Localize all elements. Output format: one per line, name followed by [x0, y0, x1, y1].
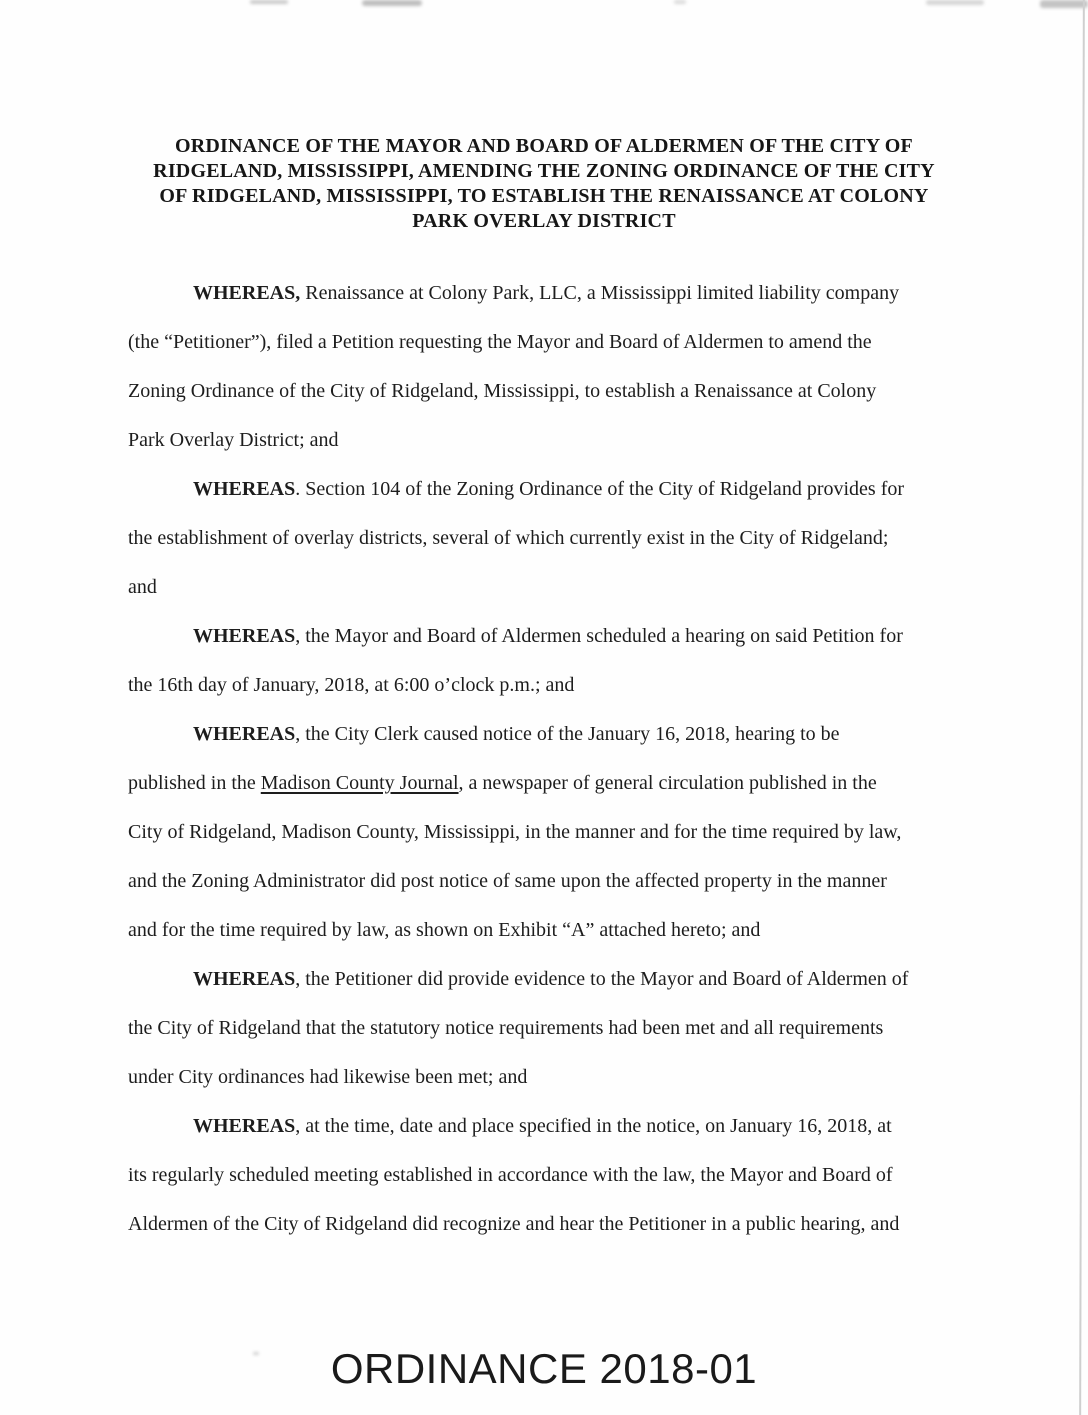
text-segment: , at the time, date and place specified in the notice, on January 16, 2018, at — [295, 1115, 892, 1137]
text-segment: the City of Ridgeland that the statutory notice requirements had been met and all requirements — [128, 1017, 884, 1039]
body-line — [128, 906, 1008, 955]
title-line: OF RIDGELAND, MISSISSIPPI, TO ESTABLISH THE RENAISSANCE AT COLONY — [159, 185, 929, 207]
text-segment: and for the time required by law, as shown on Exhibit “A” attached hereto; and — [128, 919, 761, 941]
body-line — [128, 661, 1008, 710]
body-line — [128, 1102, 1008, 1151]
text-segment: its regularly scheduled meeting established in accordance with the law, the Mayor and Board of — [128, 1164, 893, 1186]
ordinance-number: ORDINANCE 2018-01 — [330, 1345, 758, 1392]
body-line — [128, 318, 1008, 367]
scan-artifact — [674, 0, 686, 4]
text-segment: under City ordinances had likewise been met; and — [128, 1066, 528, 1088]
text-segment: published in the — [128, 772, 261, 794]
text-segment: , the Mayor and Board of Aldermen scheduled a hearing on said Petition for — [295, 625, 903, 647]
body-line — [128, 759, 1008, 808]
text-segment: , the City Clerk caused notice of the January 16, 2018, hearing to be — [295, 723, 840, 745]
bold-lead-in: WHEREAS — [193, 723, 296, 745]
title-line: PARK OVERLAY DISTRICT — [412, 210, 676, 232]
text-segment: the establishment of overlay districts, several of which currently exist in the City of Ridgeland; — [128, 527, 889, 549]
text-segment: , a newspaper of general circulation published in the — [458, 772, 877, 794]
bold-lead-in: WHEREAS — [193, 625, 296, 647]
body-line — [128, 563, 1008, 612]
document-body — [128, 269, 1008, 1249]
text-segment: the 16th day of January, 2018, at 6:00 o’clock p.m.; and — [128, 674, 575, 696]
text-segment: and the Zoning Administrator did post notice of same upon the affected property in the manner — [128, 870, 887, 892]
bold-lead-in: WHEREAS — [193, 478, 296, 500]
body-line — [128, 612, 1008, 661]
scan-artifact — [1040, 0, 1088, 8]
text-segment: Park Overlay District; and — [128, 429, 339, 451]
body-line — [128, 269, 1008, 318]
scan-artifact — [362, 0, 422, 6]
text-segment: Aldermen of the City of Ridgeland did recognize and hear the Petitioner in a public hearing, and — [128, 1213, 900, 1235]
scan-artifact — [926, 0, 984, 5]
text-segment: (the “Petitioner”), filed a Petition requesting the Mayor and Board of Aldermen to amend the — [128, 331, 872, 353]
bold-lead-in: WHEREAS — [193, 968, 296, 990]
bold-lead-in: WHEREAS, — [193, 282, 301, 304]
body-line — [128, 1151, 1008, 1200]
underlined-text: Madison County Journal — [260, 772, 459, 794]
scan-artifact — [250, 0, 288, 4]
body-line — [128, 857, 1008, 906]
body-line — [128, 1004, 1008, 1053]
body-line — [128, 514, 1008, 563]
text-segment: , the Petitioner did provide evidence to the Mayor and Board of Aldermen of — [295, 968, 909, 990]
body-line — [128, 1053, 1008, 1102]
text-segment: City of Ridgeland, Madison County, Mississippi, in the manner and for the time required by law, — [128, 821, 902, 843]
text-segment: and — [128, 576, 157, 598]
document-title — [0, 134, 1088, 234]
bold-lead-in: WHEREAS — [193, 1115, 296, 1137]
body-line — [128, 808, 1008, 857]
body-line — [128, 955, 1008, 1004]
title-line: RIDGELAND, MISSISSIPPI, AMENDING THE ZONING ORDINANCE OF THE CITY — [153, 160, 935, 182]
title-line: ORDINANCE OF THE MAYOR AND BOARD OF ALDERMEN OF THE CITY OF — [175, 135, 913, 157]
body-line — [128, 416, 1008, 465]
text-segment: . Section 104 of the Zoning Ordinance of the City of Ridgeland provides for — [295, 478, 905, 500]
body-line — [128, 465, 1008, 514]
body-line — [128, 367, 1008, 416]
body-line — [128, 1200, 1008, 1249]
body-line — [128, 710, 1008, 759]
text-segment: Zoning Ordinance of the City of Ridgeland, Mississippi, to establish a Renaissance at Colony — [128, 380, 877, 402]
text-segment: Renaissance at Colony Park, LLC, a Mississippi limited liability company — [300, 282, 900, 304]
